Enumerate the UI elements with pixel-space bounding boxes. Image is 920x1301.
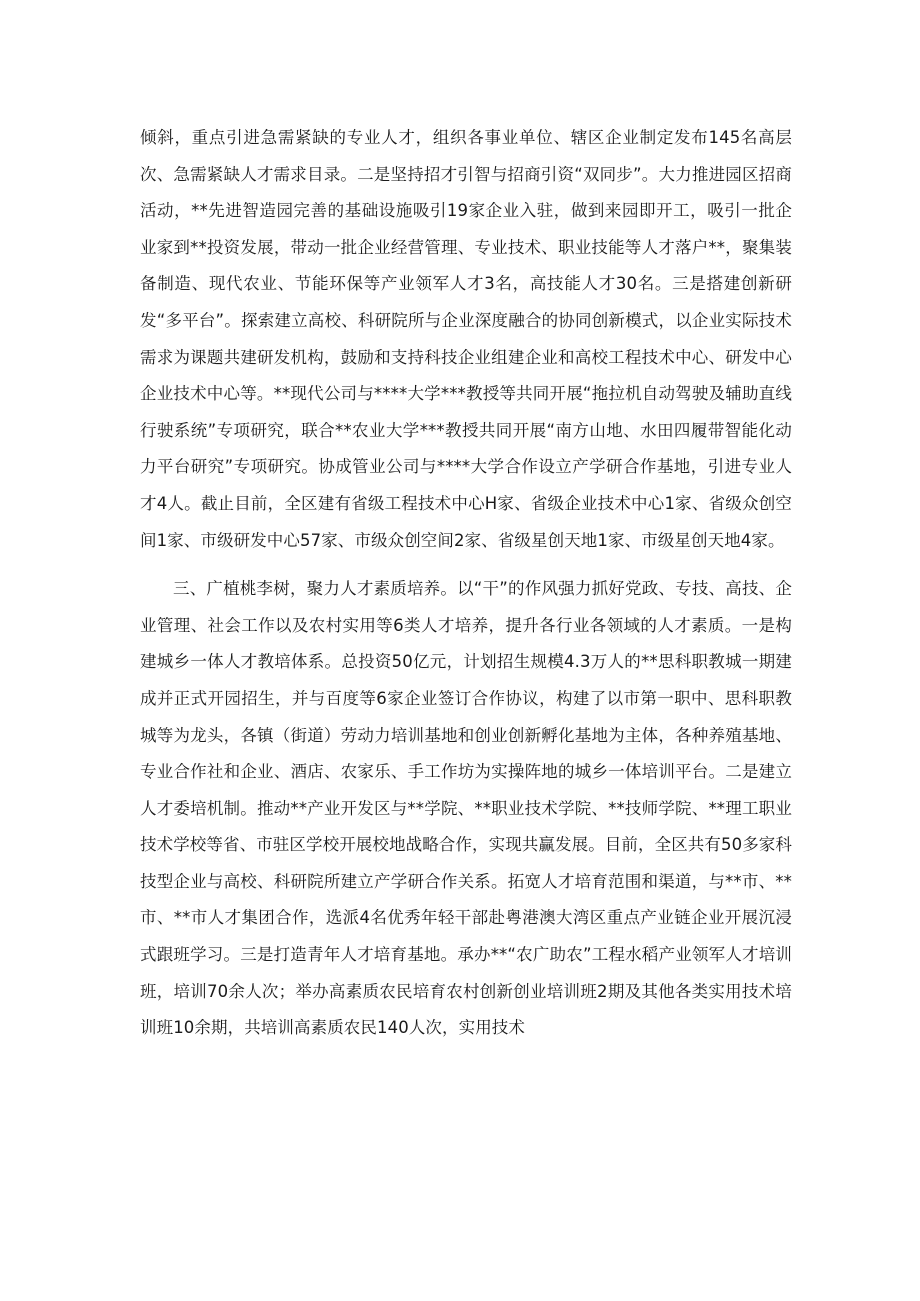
document-page [140, 120, 792, 1047]
paragraph-talent-introduction: 倾斜，重点引进急需紧缺的专业人才，组织各事业单位、辖区企业制定发布145名高层次、急需紧缺人才需求目录。二是坚持招才引智与招商引资“双同步”。大力推进园区招商活动，**先进智造园完善的基础设施吸引19家企业入驻，做到来园即开工，吸引一批企业家到**投资发展，带动一批企业经营管理、专业技术、职业技能等人才落户**，聚集装备制造、现代农业、节能环保等产业领军人才3名，高技能人才30名。三是搭建创新研发“多平台”。探索建立高校、科研院所与企业深度融合的协同创新模式，以企业实际技术需求为课题共建研发机构，鼓励和支持科技企业组建企业和高校工程技术中心、研发中心企业技术中心等。**现代公司与****大学***教授等共同开展“拖拉机自动驾驶及辅助直线行驶系统”专项研究，联合**农业大学***教授共同开展“南方山地、水田四履带智能化动力平台研究”专项研究。协成管业公司与****大学合作设立产学研合作基地，引进专业人才4人。截止目前，全区建有省级工程技术中心H家、省级企业技术中心1家、省级众创空间1家、市级研发中心57家、市级众创空间2家、省级星创天地1家、市级星创天地4家。 [140, 128, 792, 550]
paragraph-talent-training: 三、广植桃李树，聚力人才素质培养。以“干”的作风强力抓好党政、专技、高技、企业管理、社会工作以及农村实用等6类人才培养，提升各行业各领域的人才素质。一是构建城乡一体人才教培体系。总投资50亿元，计划招生规模4.3万人的**思科职教城一期建成并正式开园招生，并与百度等6家企业签订合作协议，构建了以市第一职中、思科职教城等为龙头，各镇（街道）劳动力培训基地和创业创新孵化基地为主体，各种养殖基地、专业合作社和企业、酒店、农家乐、手工作坊为实操阵地的城乡一体培训平台。二是建立人才委培机制。推动**产业开发区与**学院、**职业技术学院、**技师学院、**理工职业技术学校等省、市驻区学校开展校地战略合作，实现共赢发展。目前，全区共有50多家科技型企业与高校、科研院所建立产学研合作关系。拓宽人才培育范围和渠道，与**市、**市、**市人才集团合作，选派4名优秀年轻干部赴粤港澳大湾区重点产业链企业开展沉浸式跟班学习。三是打造青年人才培育基地。承办**“农广助农”工程水稻产业领军人才培训班，培训70余人次；举办高素质农民培育农村创新创业培训班2期及其他各类实用技术培训班10余期，共培训高素质农民140人次，实用技术 [140, 579, 792, 1038]
